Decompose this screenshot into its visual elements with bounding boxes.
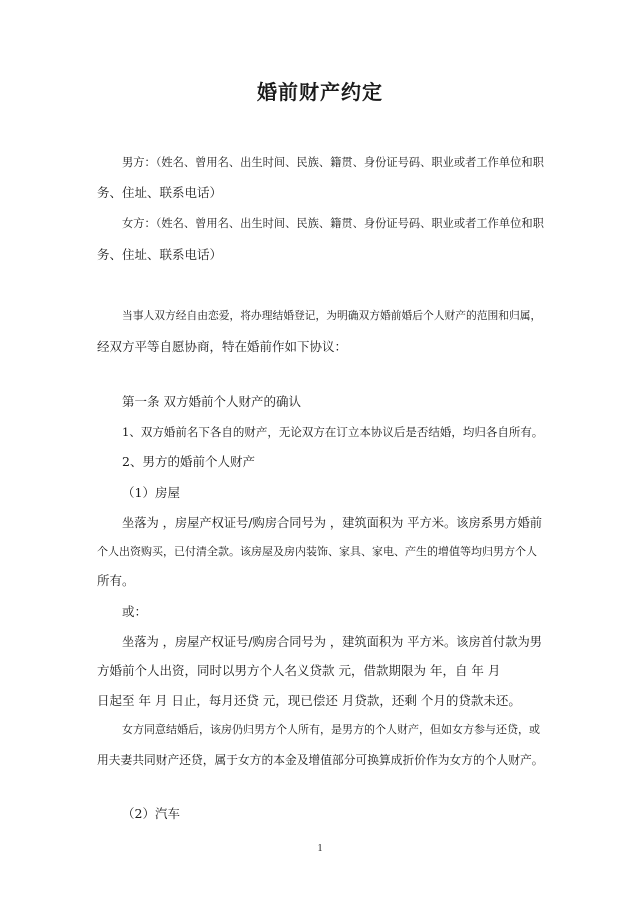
male-party-line-1: 男方：（姓名、曾用名、出生时间、民族、籍贯、身份证号码、职业或者工作单位和职 (122, 156, 544, 169)
page-number: 1 (317, 843, 323, 854)
female-party-line-2: 务、住址、联系电话） (97, 247, 223, 262)
item-2: 2、男方的婚前个人财产 (122, 454, 255, 469)
house-b-line-1: 坐落为 ，房屋产权证号/购房合同号为 ，建筑面积为 平方米。该房首付款为男 (122, 635, 543, 649)
document-title: 婚前财产约定 (257, 80, 383, 104)
male-party-line-2: 务、住址、联系电话） (97, 185, 223, 200)
female-agreement-line-2: 用夫妻共同财产还贷，属于女方的本金及增值部分可换算成折价作为女方的个人财产。 (97, 753, 544, 767)
female-agreement-line-1: 女方同意结婚后，该房仍归男方个人所有，是男方的个人财产，但如女方参与还贷，或 (122, 723, 540, 736)
subitem-car: （2）汽车 (122, 806, 180, 821)
house-a-line-1: 坐落为 ，房屋产权证号/购房合同号为 ，建筑面积为 平方米。该房系男方婚前 (122, 516, 543, 530)
house-b-line-2: 方婚前个人出资，同时以男方个人名义贷款 元，借款期限为 年，自 年 月 (97, 663, 501, 678)
intro-line-2: 经双方平等自愿协商，特在婚前作如下协议： (97, 339, 348, 354)
article-1-heading: 第一条 双方婚前个人财产的确认 (122, 394, 301, 409)
female-party-line-1: 女方：（姓名、曾用名、出生时间、民族、籍贯、身份证号码、职业或者工作单位和职 (122, 217, 544, 230)
or-label: 或： (122, 604, 148, 619)
intro-line-1: 当事人双方经自由恋爱，将办理结婚登记，为明确双方婚前婚后个人财产的范围和归属， (122, 309, 542, 322)
house-a-line-2: 个人出资购买，已付清全款。该房屋及房内装饰、家具、家电、产生的增值等均归男方个人 (97, 545, 537, 558)
item-1: 1、双方婚前名下各自的财产，无论双方在订立本协议后是否结婚，均归各自所有。 (122, 425, 544, 439)
house-a-line-3: 所有。 (97, 573, 135, 588)
subitem-house: （1）房屋 (122, 485, 180, 500)
house-b-line-3: 日起至 年 月 日止，每月还贷 元，现已偿还 月贷款，还剩 个月的贷款未还。 (97, 693, 521, 708)
